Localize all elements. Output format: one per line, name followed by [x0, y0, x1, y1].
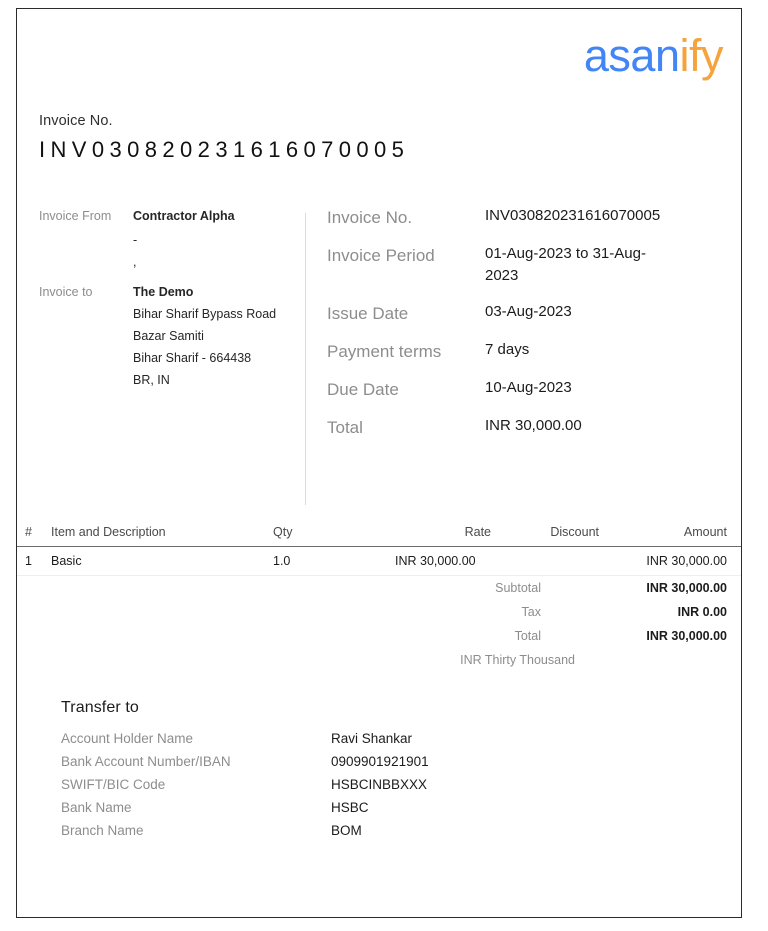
- line-items-table: [17, 517, 741, 576]
- column-header-discount: Discount: [550, 524, 599, 539]
- total-row: [25, 624, 727, 648]
- invoice-from-line: ,: [133, 255, 137, 269]
- subtotal-row: [25, 576, 727, 600]
- invoice-details-block: [327, 205, 727, 453]
- amount-in-words: INR Thirty Thousand: [460, 653, 575, 667]
- column-header-number: #: [25, 524, 32, 539]
- bank-detail-row: [61, 800, 429, 823]
- detail-value: INR 30,000.00: [485, 417, 582, 434]
- detail-row: [327, 415, 727, 439]
- table-header-row: [17, 517, 741, 547]
- bank-detail-row: [61, 777, 429, 800]
- invoice-number-label: Invoice No.: [39, 113, 113, 129]
- invoice-from-lines: [133, 205, 301, 273]
- detail-label: Invoice Period: [327, 246, 435, 265]
- bank-detail-value: BOM: [331, 823, 362, 838]
- bank-detail-value: 0909901921901: [331, 754, 429, 769]
- total-label: Total: [514, 629, 541, 643]
- invoice-to-row: [39, 281, 301, 391]
- bank-detail-label: Branch Name: [61, 823, 144, 838]
- invoice-to-line: The Demo: [133, 285, 194, 299]
- bank-detail-label: Bank Name: [61, 800, 132, 815]
- totals-block: [17, 576, 741, 672]
- tax-value: INR 0.00: [677, 605, 727, 619]
- bank-detail-label: Bank Account Number/IBAN: [61, 754, 231, 769]
- detail-label: Payment terms: [327, 342, 442, 361]
- detail-label: Issue Date: [327, 304, 409, 323]
- bank-detail-row: [61, 731, 429, 754]
- parties-block: [39, 205, 301, 391]
- detail-label: Due Date: [327, 380, 399, 399]
- cell-description: Basic: [51, 554, 82, 568]
- logo-text-accent: ify: [679, 30, 723, 81]
- column-header-description: Item and Description: [51, 524, 166, 539]
- bank-detail-value: Ravi Shankar: [331, 731, 413, 746]
- detail-row: [327, 243, 727, 287]
- invoice-to-line: Bazar Samiti: [133, 329, 204, 343]
- column-header-qty: Qty: [273, 524, 293, 539]
- bank-detail-value: HSBCINBBXXX: [331, 777, 428, 792]
- invoice-number-heading: [39, 113, 409, 163]
- invoice-from-line: -: [133, 233, 138, 247]
- column-header-amount: Amount: [683, 524, 727, 539]
- invoice-from-line: Contractor Alpha: [133, 209, 235, 223]
- invoice-to-label: Invoice to: [39, 285, 93, 299]
- transfer-to-block: [61, 699, 429, 846]
- cell-amount: INR 30,000.00: [646, 554, 727, 568]
- invoice-to-line: Bihar Sharif - 664438: [133, 351, 252, 365]
- detail-value: 10-Aug-2023: [485, 379, 572, 396]
- logo-text-primary: asan: [583, 30, 680, 81]
- invoice-page: [16, 8, 742, 918]
- detail-value: 01-Aug-2023 to 31-Aug-2023: [485, 245, 646, 284]
- invoice-from-row: [39, 205, 301, 273]
- subtotal-label: Subtotal: [495, 581, 541, 595]
- invoice-to-line: Bihar Sharif Bypass Road: [133, 307, 277, 321]
- detail-value: INV030820231616070005: [485, 207, 661, 224]
- column-header-rate: Rate: [464, 524, 491, 539]
- bank-detail-value: HSBC: [331, 800, 369, 815]
- detail-value: 03-Aug-2023: [485, 303, 572, 320]
- invoice-to-line: BR, IN: [133, 373, 170, 387]
- tax-row: [25, 600, 727, 624]
- detail-row: [327, 377, 727, 401]
- detail-value: 7 days: [485, 341, 530, 358]
- transfer-to-title: Transfer to: [61, 699, 139, 716]
- bank-detail-row: [61, 754, 429, 777]
- cell-rate: INR 30,000.00: [395, 554, 476, 568]
- bank-detail-row: [61, 823, 429, 846]
- info-vertical-divider: [305, 213, 306, 505]
- table-row: [17, 547, 741, 576]
- invoice-info-section: [17, 205, 741, 505]
- total-value: INR 30,000.00: [646, 629, 727, 643]
- invoice-from-label: Invoice From: [39, 209, 112, 223]
- cell-number: 1: [25, 554, 32, 568]
- bank-detail-label: Account Holder Name: [61, 731, 194, 746]
- invoice-sheet: [17, 9, 741, 917]
- detail-row: [327, 205, 727, 229]
- bank-detail-label: SWIFT/BIC Code: [61, 777, 166, 792]
- tax-label: Tax: [521, 605, 541, 619]
- subtotal-value: INR 30,000.00: [646, 581, 727, 595]
- detail-label: Total: [327, 418, 363, 437]
- detail-row: [327, 301, 727, 325]
- invoice-number-value: INV030820231616070005: [39, 137, 410, 162]
- detail-label: Invoice No.: [327, 208, 413, 227]
- invoice-to-lines: [133, 281, 301, 391]
- asanify-logo: [583, 30, 723, 81]
- cell-qty: 1.0: [273, 554, 291, 568]
- detail-row: [327, 339, 727, 363]
